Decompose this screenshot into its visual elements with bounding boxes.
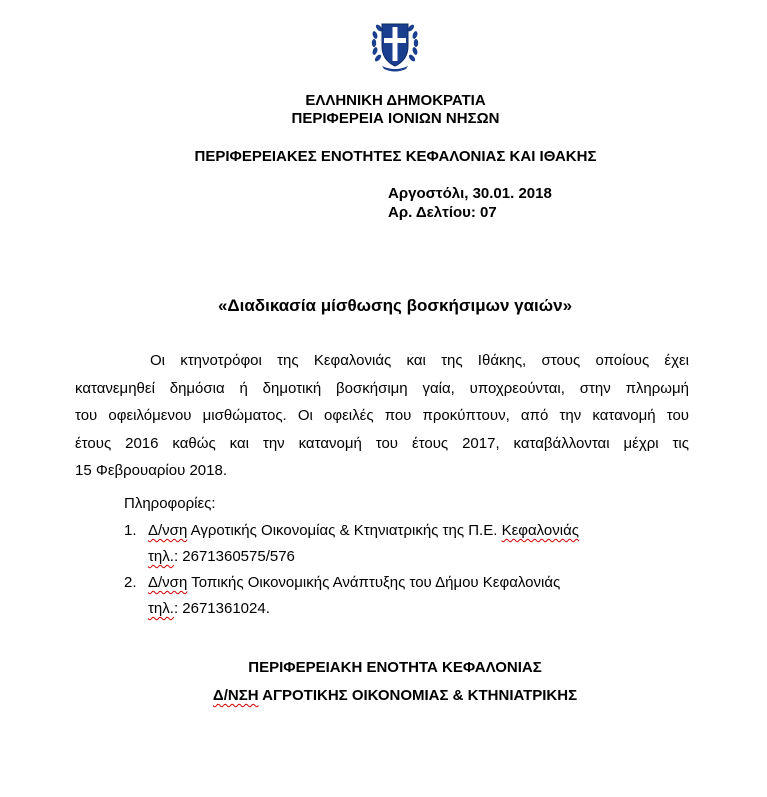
department-name: Αγροτικής Οικονομίας & Κτηνιατρικής της Π.Ε. bbox=[187, 522, 502, 539]
body-line: Οι κτηνοτρόφοι της Κεφαλονιάς και της Ιθάκης, στους οποίους έχει bbox=[150, 352, 689, 369]
body-paragraph bbox=[75, 347, 689, 485]
document-title: «Διαδικασία μίσθωσης βοσκήσιμων γαιών» bbox=[217, 296, 573, 315]
list-number: 1. bbox=[124, 522, 137, 539]
info-label: Πληροφορίες: bbox=[124, 495, 216, 512]
department-name: Τοπικής Οικονομικής Ανάπτυξης του Δήμου Κεφαλονιάς bbox=[187, 574, 561, 591]
body-line: του οφειλόμενου μισθώματος. Οι οφειλές που προκύπτουν, από την κατανομή του bbox=[75, 407, 689, 425]
footer-regional-unit: ΠΕΡΙΦΕΡΕΙΑΚΗ ΕΝΟΤΗΤΑ ΚΕΦΑΛΟΝΙΑΣ bbox=[248, 659, 542, 676]
department-abbrev: Δ/νση bbox=[148, 574, 188, 591]
header-country: ΕΛΛΗΝΙΚΗ ΔΗΜΟΚΡΑΤΙΑ bbox=[305, 92, 486, 109]
body-line: 15 Φεβρουαρίου 2018. bbox=[75, 462, 227, 480]
phone-line bbox=[124, 596, 560, 622]
list-number: 2. bbox=[124, 574, 137, 591]
department-abbrev: Δ/νση bbox=[148, 522, 188, 539]
list-item bbox=[124, 570, 560, 622]
footer-directorate-abbrev: Δ/ΝΣΗ bbox=[212, 687, 259, 704]
bulletin-number: Αρ. Δελτίου: 07 bbox=[388, 204, 497, 221]
phone-line bbox=[124, 544, 579, 570]
header-region: ΠΕΡΙΦΕΡΕΙΑ ΙΟΝΙΩΝ ΝΗΣΩΝ bbox=[291, 110, 500, 127]
list-item bbox=[124, 518, 579, 570]
date-block bbox=[388, 184, 552, 222]
phone-number: : 2671361024. bbox=[173, 600, 270, 617]
phone-number: : 2671360575/576 bbox=[173, 548, 295, 565]
body-line: έτους 2016 καθώς και την κατανομή του έτους 2017, καταβάλλονται μέχρι τις bbox=[75, 434, 689, 452]
date-line: Αργοστόλι, 30.01. 2018 bbox=[388, 185, 552, 202]
phone-label: τηλ. bbox=[148, 600, 174, 617]
footer-directorate-name: ΑΓΡΟΤΙΚΗΣ ΟΙΚΟΝΟΜΙΑΣ & ΚΤΗΝΙΑΤΡΙΚΗΣ bbox=[258, 687, 578, 704]
header-regional-units: ΠΕΡΙΦΕΡΕΙΑΚΕΣ ΕΝΟΤΗΤΕΣ ΚΕΦΑΛΟΝΙΑΣ ΚΑΙ ΙΘΑΚΗΣ bbox=[194, 148, 597, 165]
department-location: Κεφαλονιάς bbox=[501, 522, 580, 539]
greek-coat-of-arms-icon bbox=[368, 14, 422, 74]
phone-label: τηλ. bbox=[148, 548, 174, 565]
footer-directorate bbox=[0, 686, 767, 706]
body-line: κατανεμηθεί δημόσια ή δημοτική βοσκήσιμη γαία, υποχρεούνται, στην πληρωμή bbox=[75, 379, 689, 397]
